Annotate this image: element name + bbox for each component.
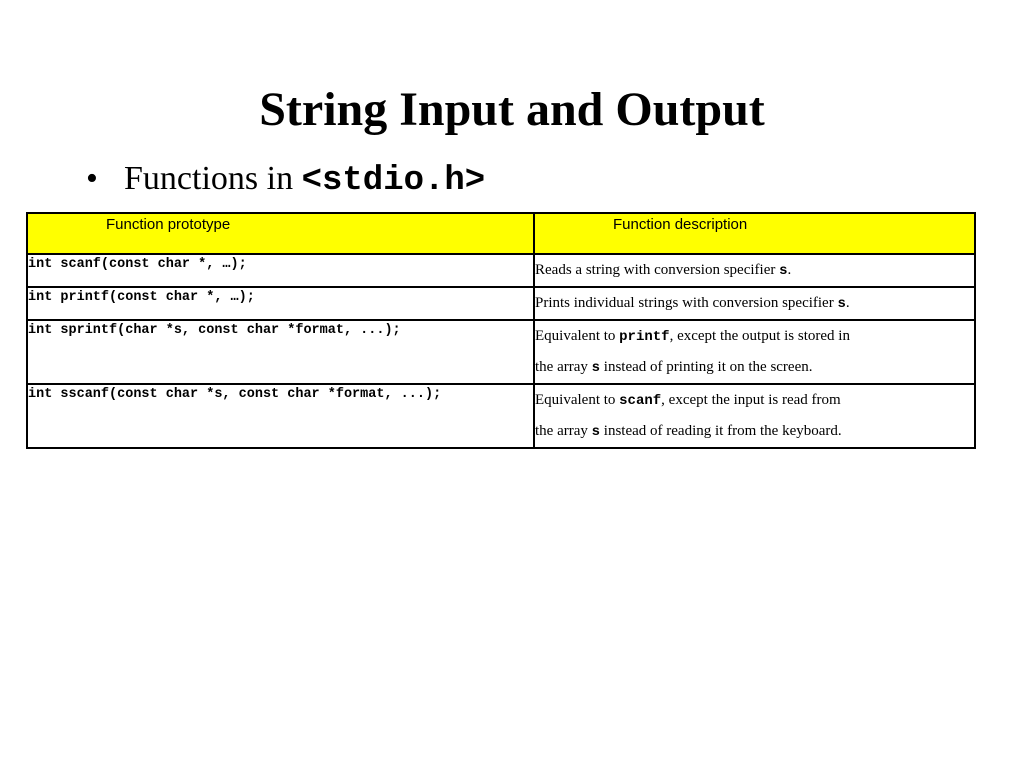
prototype-cell: int sprintf(char *s, const char *format, ...); [27, 320, 534, 384]
bullet-marker: • [86, 160, 98, 197]
table-row [27, 384, 975, 448]
prototype-cell: int sscanf(const char *s, const char *format, ...); [27, 384, 534, 448]
description-code: scanf [619, 393, 662, 409]
description-text: instead of printing it on the screen. [600, 359, 813, 375]
description-text: Reads a string with conversion specifier [535, 262, 780, 278]
description-text: . [787, 262, 792, 278]
table-row [27, 254, 975, 287]
description-code: s [779, 263, 788, 279]
column-header-prototype: Function prototype [27, 213, 534, 254]
bullet-item [86, 158, 485, 202]
description-text: , except the output is stored in [669, 328, 850, 344]
prototype-cell: int printf(const char *, …); [27, 287, 534, 320]
description-code: s [591, 360, 601, 376]
description-cell [534, 287, 975, 320]
description-text: , except the input is read from [661, 392, 841, 408]
description-line [535, 385, 974, 416]
description-text: the array [535, 359, 592, 375]
bullet-code: <stdio.h> [301, 162, 486, 200]
slide-title: String Input and Output [259, 83, 765, 136]
table-row [27, 287, 975, 320]
description-text: instead of reading it from the keyboard. [600, 423, 842, 439]
description-line [535, 321, 974, 352]
function-table [26, 212, 976, 449]
description-text: Equivalent to [535, 328, 620, 344]
description-text: Prints individual strings with conversion specifier [535, 295, 838, 311]
column-header-description: Function description [534, 213, 975, 254]
table-row [27, 320, 975, 384]
description-line [535, 416, 974, 447]
table-header-row [27, 213, 975, 254]
description-line [535, 352, 974, 383]
description-text: Equivalent to [535, 392, 620, 408]
description-cell [534, 320, 975, 384]
description-cell [534, 254, 975, 287]
description-cell [534, 384, 975, 448]
description-text: the array [535, 423, 592, 439]
bullet-text: Functions in [124, 160, 302, 197]
description-code: s [837, 296, 846, 312]
description-code: printf [619, 329, 670, 345]
description-text: . [845, 295, 850, 311]
prototype-cell: int scanf(const char *, …); [27, 254, 534, 287]
description-code: s [591, 424, 601, 440]
